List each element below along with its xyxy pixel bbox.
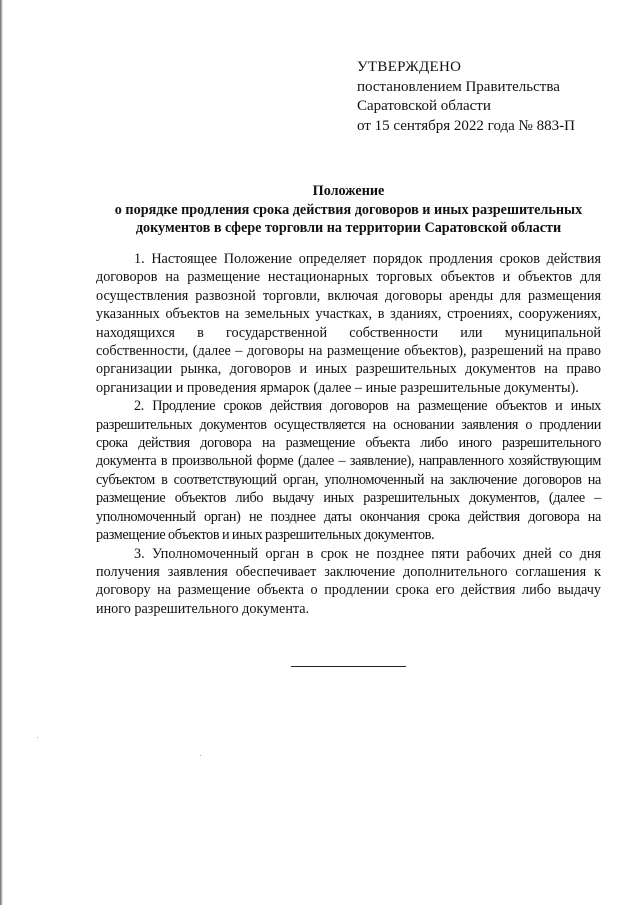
approval-line-3: от 15 сентября 2022 года № 883-П [357, 117, 575, 134]
paragraph-1: 1. Настоящее Положение определяет порядок продления сроков действия договоров на размещение нестационарных торговых объектов и объектов для осуществления развозной торговли, включая договоры аренды для размещения указанных объектов на земельных участках, в зданиях, строениях, сооружениях, находящихся в государственной собственности или муниципальной собственности, (далее – договоры на размещение объектов), разрешений на право организации рынка, договоров и иных разрешительных документов на право организации и проведения ярмарок (далее – иные разрешительные документы). [96, 251, 601, 396]
approval-heading: УТВЕРЖДЕНО [357, 59, 462, 75]
closing-separator-line [291, 666, 406, 667]
scan-edge-shadow [0, 0, 3, 905]
approval-line-1: постановлением Правительства [357, 78, 560, 95]
title-line-3: документов в сфере торговли на территории Саратовской области [135, 220, 562, 236]
approval-stamp [357, 58, 575, 136]
approval-line-2: Саратовской области [357, 98, 491, 114]
paragraph-3: 3. Уполномоченный орган в срок не позднее пяти рабочих дней со дня получения заявления обеспечивает заключение дополнительного соглашения к договору на размещение объекта о продлении срока его действия либо выдачу иного разрешительного документа. [96, 545, 601, 617]
scan-speck [200, 755, 201, 756]
scan-speck [37, 737, 38, 738]
title-line-1: Положение [312, 183, 385, 199]
title-line-2: о порядке продления срока действия договоров и иных разрешительных [114, 201, 583, 218]
document-body [96, 250, 601, 618]
paragraph-2: 2. Продление сроков действия договоров на размещение объектов и иных разрешительных документов осуществляется на основании заявления о продлении срока действия договора на размещение объекта либо иного разрешительного документа в произвольной форме (далее – заявление), направленного хозяйствующим субъектом в соответствующий орган, уполномоченный на заключение договоров на размещение объектов либо выдачу иных разрешительных документов, (далее – уполномоченный орган) не позднее даты окончания срока действия договора на размещение объектов и иных разрешительных документов. [96, 398, 601, 544]
document-title [96, 182, 601, 238]
